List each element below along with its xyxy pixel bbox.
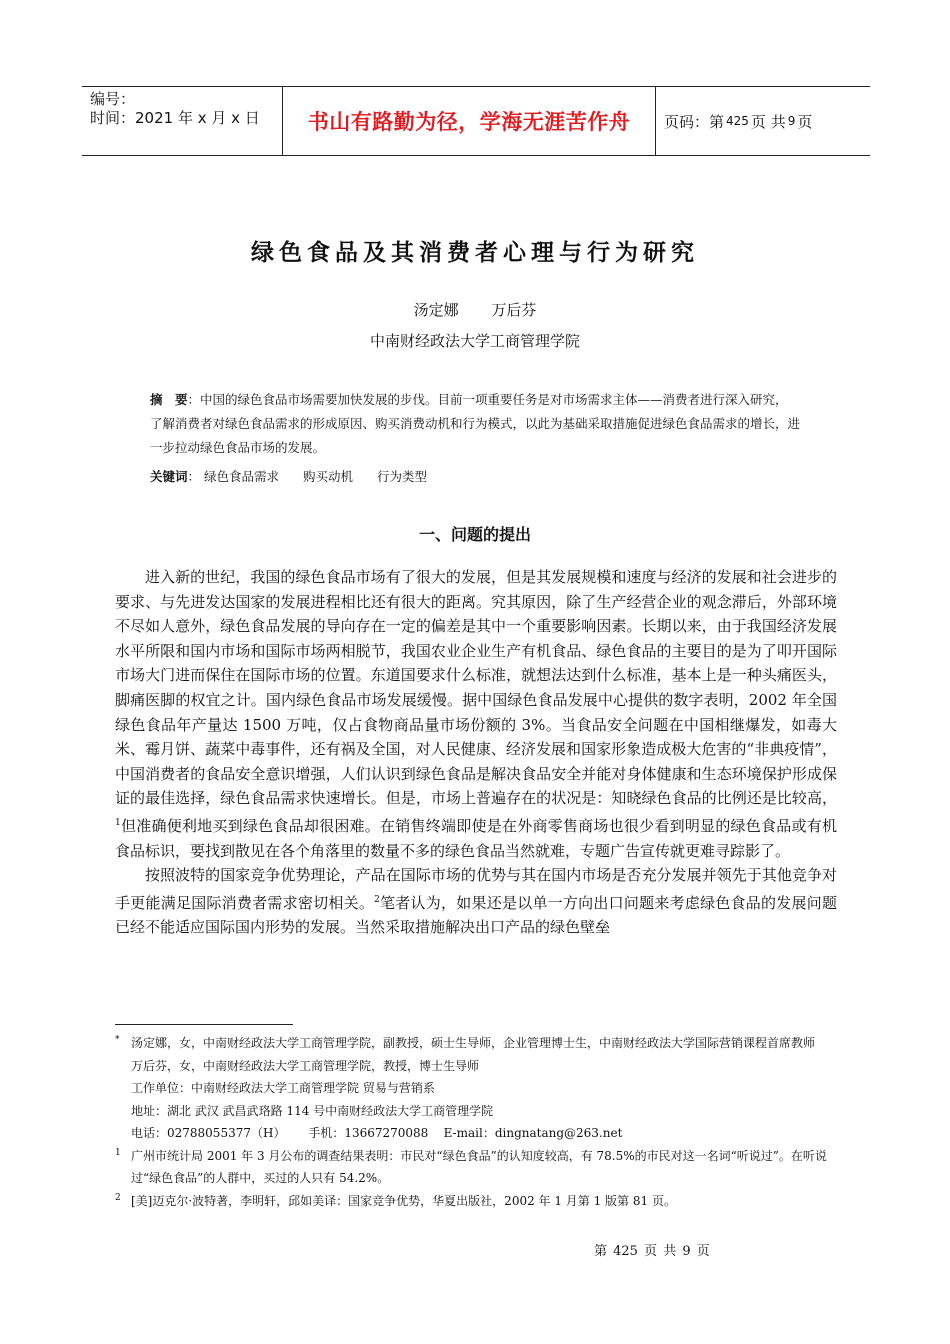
footnote-mark: 1 [115,1147,121,1158]
document-number-label: 编号： [90,90,136,108]
footnote-divider [115,1024,293,1025]
page-suffix: 页 [797,112,813,131]
footnote-1 [115,1145,845,1190]
section-heading: 一、问题的提出 [418,525,531,544]
paragraph-text: 进入新的世纪，我国的绿色食品市场有了很大的发展，但是其发展规模和速度与经济的发展和社会进步的要求、与先进发达国家的发展进程相比还有很大的距离。究其原因，除了生产经营企业的观念滞后，外部环境不尽如人意外，绿色食品发展的导向存在一定的偏差是其中一个重要影响因素。长期以来，由于我国经济发展水平所限和国内市场和国际市场两相脱节，我国农业企业生产有机食品、绿色食品的主要目的是为了叩开国际市场大门进而保住在国际市场的位置。东道国要求什么标准，就想法达到什么标准，基本上是一种头痛医头，脚痛医脚的权宜之计。国内绿色食品市场发展缓慢。据中国绿色食品发展中心提供的数字表明，2002 年全国绿色食品年产量达 1500 万吨，仅占食物商品量市场份额的 3%。当食品安全问题在中国相继爆发，如毒大米、霉月饼、蔬菜中毒事件，还有祸及全国，对人民健康、经济发展和国家形象造成极大危害的“非典疫情”，中国消费者的食品安全意识增强，人们认识到绿色食品是解决食品安全并能对身体健康和生态环境保护形成保证的最佳选择，绿色食品需求快速增长。但是，市场上普遍存在的状况是：知晓绿色食品的比例还是比较高， [115,568,837,808]
keywords-label: 关键词 [150,469,188,484]
page-number: 425 [726,114,749,128]
author-name: 万后芬 [491,301,537,319]
keyword-item: 行为类型 [377,469,428,484]
footnote-text: 广州市统计局 2001 年 3 月公布的调查结果表明：市民对“绿色食品”的认知度较高，有 78.5%的市民对这一名词“听说过”。在听说过“绿色食品”的人群中，买过的人只有 54.2%。 [131,1148,827,1185]
paragraph-text: 笔者认为，如果还是以单一方向出口问题来考虑绿色食品的发展问题已经不能适应国际国内形势的发展。当然采取措施解决出口产品的绿色壁垒 [115,893,837,937]
paragraph-text: 按照波特的国家竞争优势理论，产品在国际市场的优势与其在国内市场是否充分发展并领先于其他竞争对手更能满足国际消费者需求密切相关。 [115,866,837,912]
document-time-label: 时间：2021 年 x 月 x 日 [90,109,260,127]
affiliation: 中南财经政法大学工商管理学院 [369,332,580,350]
header-table [82,86,870,156]
paragraph [115,863,837,940]
footnote-mark: 2 [115,1192,121,1203]
footnote-ref: 1 [115,817,121,828]
footnote-line: 万后芬，女，中南财经政法大学工商管理学院，教授，博士生导师 [131,1058,480,1073]
footnote-line: 地址：湖北 武汉 武昌武珞路 114 号中南财经政法大学工商管理学院 [131,1103,494,1118]
header-meta [90,90,286,128]
footnote-text: 汤定娜，女，中南财经政法大学工商管理学院，副教授，硕士生导师，企业管理博士生，中南财经政法大学国际营销课程首席教师 [131,1036,816,1050]
footnote-text: [美]迈克尔·波特著，李明轩，邱如美译：国家竞争优势，华夏出版社，2002 年 1 月第 1 版第 81 页。 [131,1193,676,1208]
author-name: 汤定娜 [413,301,459,319]
keyword-item: 购买动机 [303,469,354,484]
page-mid: 页 共 [750,112,786,131]
footnote-2 [115,1190,845,1213]
body-text [115,565,837,940]
footnote-line: 电话：02788055377（H） 手机：13667270088 E-mail：dingnatang@263.net [131,1126,623,1140]
abstract-text: ：中国的绿色食品市场需要加快发展的步伐。目前一项重要任务是对市场需求主体——消费者进行深入研究，了解消费者对绿色食品需求的形成原因、购买消费动机和行为模式，以此为基础采取措施促进绿色食品需求的增长，进一步拉动绿色食品市场的发展。 [150,392,801,455]
footnote-line: 工作单位：中南财经政法大学工商管理学院 贸易与营销系 [131,1081,435,1095]
footnote-mark: * [115,1035,120,1045]
page-footer: 第 425 页 共 9 页 [594,1244,710,1259]
header-page-indicator [664,87,812,155]
abstract-label: 摘 要 [150,392,188,407]
keyword-item: 绿色食品需求 [204,469,280,484]
footnote-ref: 2 [374,894,380,905]
footnote-author [115,1032,845,1055]
page-total: 9 [787,114,796,128]
abstract [150,388,800,460]
paper-title: 绿色食品及其消费者心理与行为研究 [251,239,699,266]
paragraph [115,565,837,863]
keywords-colon: ： [187,469,201,484]
footnotes [115,1032,845,1212]
page-prefix: 页码：第 [664,112,725,131]
author-list [0,299,950,320]
keywords [150,467,800,485]
paragraph-text: 但准确便利地买到绿色食品却很困难。在销售终端即使是在外商零售商场也很少看到明显的绿色食品或有机食品标识，要找到散见在各个角落里的数量不多的绿色食品当然就难，专题广告宣传就更难寻踪影了。 [115,816,837,860]
header-motto: 书山有路勤为径，学海无涯苦作舟 [282,87,656,155]
